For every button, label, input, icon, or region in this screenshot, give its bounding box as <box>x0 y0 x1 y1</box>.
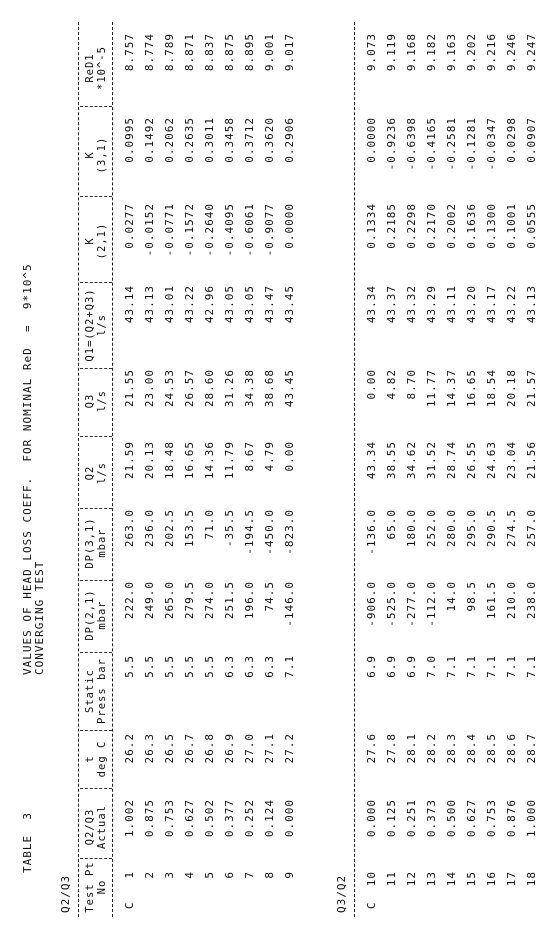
table-cell: 14.0 <box>445 581 458 612</box>
table-cell: 274.0 <box>203 581 216 620</box>
table-cell: -0.4095 <box>223 203 236 257</box>
table-cell: 0.1300 <box>485 203 498 249</box>
column-header-5-line-1: mbar <box>96 528 108 558</box>
table-cell: 0.251 <box>405 799 418 838</box>
table-cell: 8.837 <box>203 33 216 72</box>
table-cell: 4.82 <box>385 369 398 400</box>
table-cell: 0.3620 <box>263 117 276 163</box>
table-cell: 24.53 <box>163 369 176 408</box>
column-separator <box>80 788 112 789</box>
table-cell: 8 <box>263 871 276 879</box>
table-cell: 0.627 <box>465 799 478 838</box>
table-cell: 8.871 <box>183 33 196 72</box>
table-cell: 28.6 <box>505 733 518 764</box>
table-cell: 7.1 <box>445 655 458 678</box>
column-header-9-line-0: K <box>84 237 96 245</box>
table-cell: 5.5 <box>163 655 176 678</box>
table-cell: 38.55 <box>385 441 398 480</box>
table-cell: 43.34 <box>365 441 378 480</box>
table-cell: 11 <box>385 871 398 887</box>
table-cell: 0.0907 <box>525 117 538 163</box>
table-cell: 9.216 <box>485 33 498 72</box>
table-cell: 0.377 <box>223 799 236 838</box>
column-separator <box>80 580 112 581</box>
table-cell: 9.182 <box>425 33 438 72</box>
table-cell: 4 <box>183 871 196 879</box>
table-cell: -0.0347 <box>485 117 498 171</box>
table-cell: -0.2581 <box>445 117 458 171</box>
table-cell: 4.79 <box>263 441 276 472</box>
table-cell: 28.3 <box>445 733 458 764</box>
table-cell: 26.55 <box>465 441 478 480</box>
table-cell: 15 <box>465 871 478 887</box>
table-cell: 0.753 <box>485 799 498 838</box>
column-header-0-line-0: Test Pt <box>84 861 96 913</box>
table-cell: -0.1572 <box>183 203 196 257</box>
table-cell: 20.13 <box>143 441 156 480</box>
table-cell: 65.0 <box>385 509 398 540</box>
table-cell: 290.5 <box>485 509 498 548</box>
table-cell: 16.65 <box>465 369 478 408</box>
table-cell: 8.774 <box>143 33 156 72</box>
table-cell: 0.0277 <box>123 203 136 249</box>
table-cell: 27.8 <box>385 733 398 764</box>
table-cell: 18.54 <box>485 369 498 408</box>
table-cell: 13 <box>425 871 438 887</box>
table-cell: 26.57 <box>183 369 196 408</box>
table-cell: -0.9077 <box>263 203 276 257</box>
table-cell: 0.2062 <box>163 117 176 163</box>
table-cell: 9.073 <box>365 33 378 72</box>
table-cell: 0.1492 <box>143 117 156 163</box>
table-cell: 0.753 <box>163 799 176 838</box>
table-cell: -277.0 <box>405 581 418 627</box>
table-cell: 26.7 <box>183 733 196 764</box>
table-cell: 0.125 <box>385 799 398 838</box>
table-cell: 43.34 <box>365 285 378 324</box>
table-cell: 38.68 <box>263 369 276 408</box>
column-header-4-line-0: DP(2,1) <box>84 589 96 641</box>
table-cell: 7.0 <box>425 655 438 678</box>
column-separator <box>80 106 112 107</box>
table-cell: 274.5 <box>505 509 518 548</box>
table-cell: 31.52 <box>425 441 438 480</box>
table-cell: 180.0 <box>405 509 418 548</box>
table-cell: 27.2 <box>283 733 296 764</box>
column-separator <box>80 858 112 859</box>
table-cell: 0.0995 <box>123 117 136 163</box>
table-cell: 43.22 <box>505 285 518 324</box>
table-cell: 238.0 <box>525 581 538 620</box>
table-cell: 28.4 <box>465 733 478 764</box>
table-cell: 3 <box>163 871 176 879</box>
table-cell: 11.79 <box>223 441 236 480</box>
table-cell: 43.45 <box>283 369 296 408</box>
table-cell: -0.0771 <box>163 203 176 257</box>
column-header-2-line-1: deg C <box>96 740 108 778</box>
table-cell: C 1 <box>123 871 136 910</box>
table-cell: 42.96 <box>203 285 216 324</box>
table-cell: 43.01 <box>163 285 176 324</box>
table-cell: 0.124 <box>263 799 276 838</box>
column-header-3-line-0: Static <box>84 669 96 713</box>
table-cell: 26.3 <box>143 733 156 764</box>
table-cell: 257.0 <box>525 509 538 548</box>
table-cell: 34.38 <box>243 369 256 408</box>
table-cell: 295.0 <box>465 509 478 548</box>
table-cell: 6.9 <box>405 655 418 678</box>
table-cell: 251.5 <box>223 581 236 620</box>
table-cell: 43.29 <box>425 285 438 324</box>
table-cell: 7.1 <box>485 655 498 678</box>
table-cell: 27.6 <box>365 733 378 764</box>
table-cell: 7.1 <box>525 655 538 678</box>
column-header-0-line-1: No <box>96 879 108 895</box>
table-cell: 0.000 <box>283 799 296 838</box>
table-cell: 196.0 <box>243 581 256 620</box>
table-cell: 9.001 <box>263 33 276 72</box>
table-cell: 6.3 <box>263 655 276 678</box>
table-cell: 5 <box>203 871 216 879</box>
table-cell: 43.47 <box>263 285 276 324</box>
table-label: TABLE 3 <box>21 812 34 873</box>
column-header-11-line-0: ReD1 <box>84 53 96 83</box>
header-bottom-rule <box>112 22 113 917</box>
table-cell: 153.5 <box>183 509 196 548</box>
table-cell: 5.5 <box>143 655 156 678</box>
table-cell: 14.36 <box>203 441 216 480</box>
table-cell: 0.00 <box>365 369 378 400</box>
table-cell: 202.5 <box>163 509 176 548</box>
table-cell: 43.05 <box>243 285 256 324</box>
table-cell: 161.5 <box>485 581 498 620</box>
table-cell: 9.163 <box>445 33 458 72</box>
table-cell: 1.002 <box>123 799 136 838</box>
table-cell: 14 <box>445 871 458 887</box>
table-cell: 0.502 <box>203 799 216 838</box>
table-cell: 43.05 <box>223 285 236 324</box>
table-cell: -823.0 <box>283 509 296 555</box>
table-cell: 43.22 <box>183 285 196 324</box>
table-cell: -0.0152 <box>143 203 156 257</box>
table-cell: 9.119 <box>385 33 398 72</box>
table-cell: 0.000 <box>365 799 378 838</box>
table-cell: -35.5 <box>223 509 236 548</box>
table-cell: -146.0 <box>283 581 296 627</box>
table-cell: 6.9 <box>385 655 398 678</box>
column-header-7-line-1: l/s <box>96 390 108 412</box>
table-cell: C 10 <box>365 871 378 910</box>
table-cell: 28.7 <box>525 733 538 764</box>
table-cell: 21.56 <box>525 441 538 480</box>
table-cell: 8.789 <box>163 33 176 72</box>
table-cell: 31.26 <box>223 369 236 408</box>
table-cell: 0.0298 <box>505 117 518 163</box>
table-cell: 263.0 <box>123 509 136 548</box>
table-cell: 34.62 <box>405 441 418 480</box>
table-cell: 0.252 <box>243 799 256 838</box>
table-cell: 98.5 <box>465 581 478 612</box>
table-cell: 9.246 <box>505 33 518 72</box>
table-cell: 6.3 <box>223 655 236 678</box>
table-cell: 252.0 <box>425 509 438 548</box>
table-cell: -525.0 <box>385 581 398 627</box>
table-cell: 0.1636 <box>465 203 478 249</box>
table-cell: -112.0 <box>425 581 438 627</box>
table-cell: 249.0 <box>143 581 156 620</box>
table-subtitle: CONVERGING TEST <box>33 560 46 675</box>
table-cell: 8.875 <box>223 33 236 72</box>
table-cell: 11.77 <box>425 369 438 408</box>
table-cell: 43.20 <box>465 285 478 324</box>
table-cell: 14.37 <box>445 369 458 408</box>
table-cell: 280.0 <box>445 509 458 548</box>
table-cell: 6 <box>223 871 236 879</box>
table-cell: 0.500 <box>445 799 458 838</box>
table-cell: 0.373 <box>425 799 438 838</box>
table-cell: 5.5 <box>183 655 196 678</box>
table-cell: -0.9236 <box>385 117 398 171</box>
column-separator <box>80 730 112 731</box>
table-cell: 16 <box>485 871 498 887</box>
table-cell: 43.13 <box>143 285 156 324</box>
column-separator <box>80 196 112 197</box>
table-cell: 0.627 <box>183 799 196 838</box>
column-header-10-line-1: (3,1) <box>96 136 108 174</box>
table-cell: 2 <box>143 871 156 879</box>
table-cell: 12 <box>405 871 418 887</box>
table-cell: 43.11 <box>445 285 458 324</box>
table-cell: 8.757 <box>123 33 136 72</box>
table-cell: 43.13 <box>525 285 538 324</box>
table-cell: 0.0555 <box>525 203 538 249</box>
column-separator <box>80 282 112 283</box>
table-cell: 0.875 <box>143 799 156 838</box>
table-cell: -906.0 <box>365 581 378 627</box>
table-cell: 0.0000 <box>283 203 296 249</box>
table-cell: 28.5 <box>485 733 498 764</box>
table-cell: 24.63 <box>485 441 498 480</box>
column-header-9-line-1: (2,1) <box>96 222 108 260</box>
column-header-1-line-1: Actual <box>96 805 108 849</box>
table-cell: 7 <box>243 871 256 879</box>
table-cell: 21.55 <box>123 369 136 408</box>
table-cell: 26.8 <box>203 733 216 764</box>
table-cell: 9.202 <box>465 33 478 72</box>
table-cell: 236.0 <box>143 509 156 548</box>
table-cell: 9.017 <box>283 33 296 72</box>
column-header-10-line-0: K <box>84 151 96 159</box>
table-cell: 0.0000 <box>365 117 378 163</box>
table-cell: 43.14 <box>123 285 136 324</box>
table-cell: 23.04 <box>505 441 518 480</box>
table-cell: 8.70 <box>405 369 418 400</box>
table-cell: 0.1334 <box>365 203 378 249</box>
table-cell: 0.00 <box>283 441 296 472</box>
table-cell: 0.3712 <box>243 117 256 163</box>
table-cell: 74.5 <box>263 581 276 612</box>
column-header-8-line-0: Q1=(Q2+Q3) <box>84 288 96 362</box>
table-cell: 0.2298 <box>405 203 418 249</box>
table-cell: 0.876 <box>505 799 518 838</box>
table-cell: 0.2906 <box>283 117 296 163</box>
table-cell: 0.3011 <box>203 117 216 163</box>
column-header-6-line-0: Q2 <box>84 465 96 481</box>
table-cell: 28.60 <box>203 369 216 408</box>
table-cell: 265.0 <box>163 581 176 620</box>
column-header-1-line-0: Q2/Q3 <box>84 808 96 846</box>
table-cell: 7.1 <box>283 655 296 678</box>
table-cell: 21.59 <box>123 441 136 480</box>
section-label-q3-q2: Q3/Q2 <box>335 874 348 913</box>
table-cell: 222.0 <box>123 581 136 620</box>
table-cell: -0.1281 <box>465 117 478 171</box>
column-header-8-line-1: l/s <box>96 314 108 336</box>
table-cell: -0.6398 <box>405 117 418 171</box>
table-cell: -194.5 <box>243 509 256 555</box>
table-cell: 9 <box>283 871 296 879</box>
table-cell: -0.6061 <box>243 203 256 257</box>
table-cell: 0.2635 <box>183 117 196 163</box>
table-cell: 28.1 <box>405 733 418 764</box>
table-cell: 18 <box>525 871 538 887</box>
table-cell: 16.65 <box>183 441 196 480</box>
column-header-6-line-1: l/s <box>96 462 108 484</box>
table-cell: 23.00 <box>143 369 156 408</box>
table-cell: 8.67 <box>243 441 256 472</box>
table-cell: 43.37 <box>385 285 398 324</box>
table-cell: 9.168 <box>405 33 418 72</box>
table-cell: 18.48 <box>163 441 176 480</box>
table-cell: 71.0 <box>203 509 216 540</box>
table-cell: -136.0 <box>365 509 378 555</box>
section-label-q2-q3: Q2/Q3 <box>59 874 72 913</box>
table-cell: 1.000 <box>525 799 538 838</box>
column-separator <box>80 436 112 437</box>
table-cell: 43.45 <box>283 285 296 324</box>
table-cell: 5.5 <box>203 655 216 678</box>
column-header-7-line-0: Q3 <box>84 393 96 409</box>
table-cell: 0.2185 <box>385 203 398 249</box>
table-cell: -0.2640 <box>203 203 216 257</box>
column-header-11-line-1: *10^-5 <box>96 46 108 90</box>
table-cell: 5.5 <box>123 655 136 678</box>
table-cell: 7.1 <box>505 655 518 678</box>
table-cell: 9.247 <box>525 33 538 72</box>
table-cell: 17 <box>505 871 518 887</box>
column-header-5-line-0: DP(3,1) <box>84 517 96 569</box>
table-cell: 279.5 <box>183 581 196 620</box>
table-cell: -0.4165 <box>425 117 438 171</box>
column-separator <box>80 368 112 369</box>
table-cell: 28.74 <box>445 441 458 480</box>
table-cell: 6.3 <box>243 655 256 678</box>
table-cell: 27.0 <box>243 733 256 764</box>
header-top-rule <box>78 22 79 917</box>
table-cell: 26.2 <box>123 733 136 764</box>
table-title: VALUES OF HEAD LOSS COEFF. FOR NOMINAL ReD = 9*10^5 <box>21 263 34 675</box>
table-cell: 0.1001 <box>505 203 518 249</box>
column-separator <box>80 508 112 509</box>
table-cell: 0.2170 <box>425 203 438 249</box>
table-cell: 6.9 <box>365 655 378 678</box>
table-cell: 28.2 <box>425 733 438 764</box>
table-cell: 8.895 <box>243 33 256 72</box>
table-cell: 27.1 <box>263 733 276 764</box>
column-header-3-line-1: Press bar <box>96 658 108 724</box>
table-cell: 20.18 <box>505 369 518 408</box>
table-cell: 0.2002 <box>445 203 458 249</box>
column-separator <box>80 652 112 653</box>
column-header-4-line-1: mbar <box>96 600 108 630</box>
table-cell: 26.5 <box>163 733 176 764</box>
table-cell: 7.1 <box>465 655 478 678</box>
table-cell: 21.57 <box>525 369 538 408</box>
table-cell: 26.9 <box>223 733 236 764</box>
table-cell: 210.0 <box>505 581 518 620</box>
table-cell: 0.3458 <box>223 117 236 163</box>
table-cell: 43.32 <box>405 285 418 324</box>
table-cell: 43.17 <box>485 285 498 324</box>
section2-top-rule <box>354 22 355 917</box>
column-header-2-line-0: t <box>84 755 96 763</box>
table-cell: -450.0 <box>263 509 276 555</box>
